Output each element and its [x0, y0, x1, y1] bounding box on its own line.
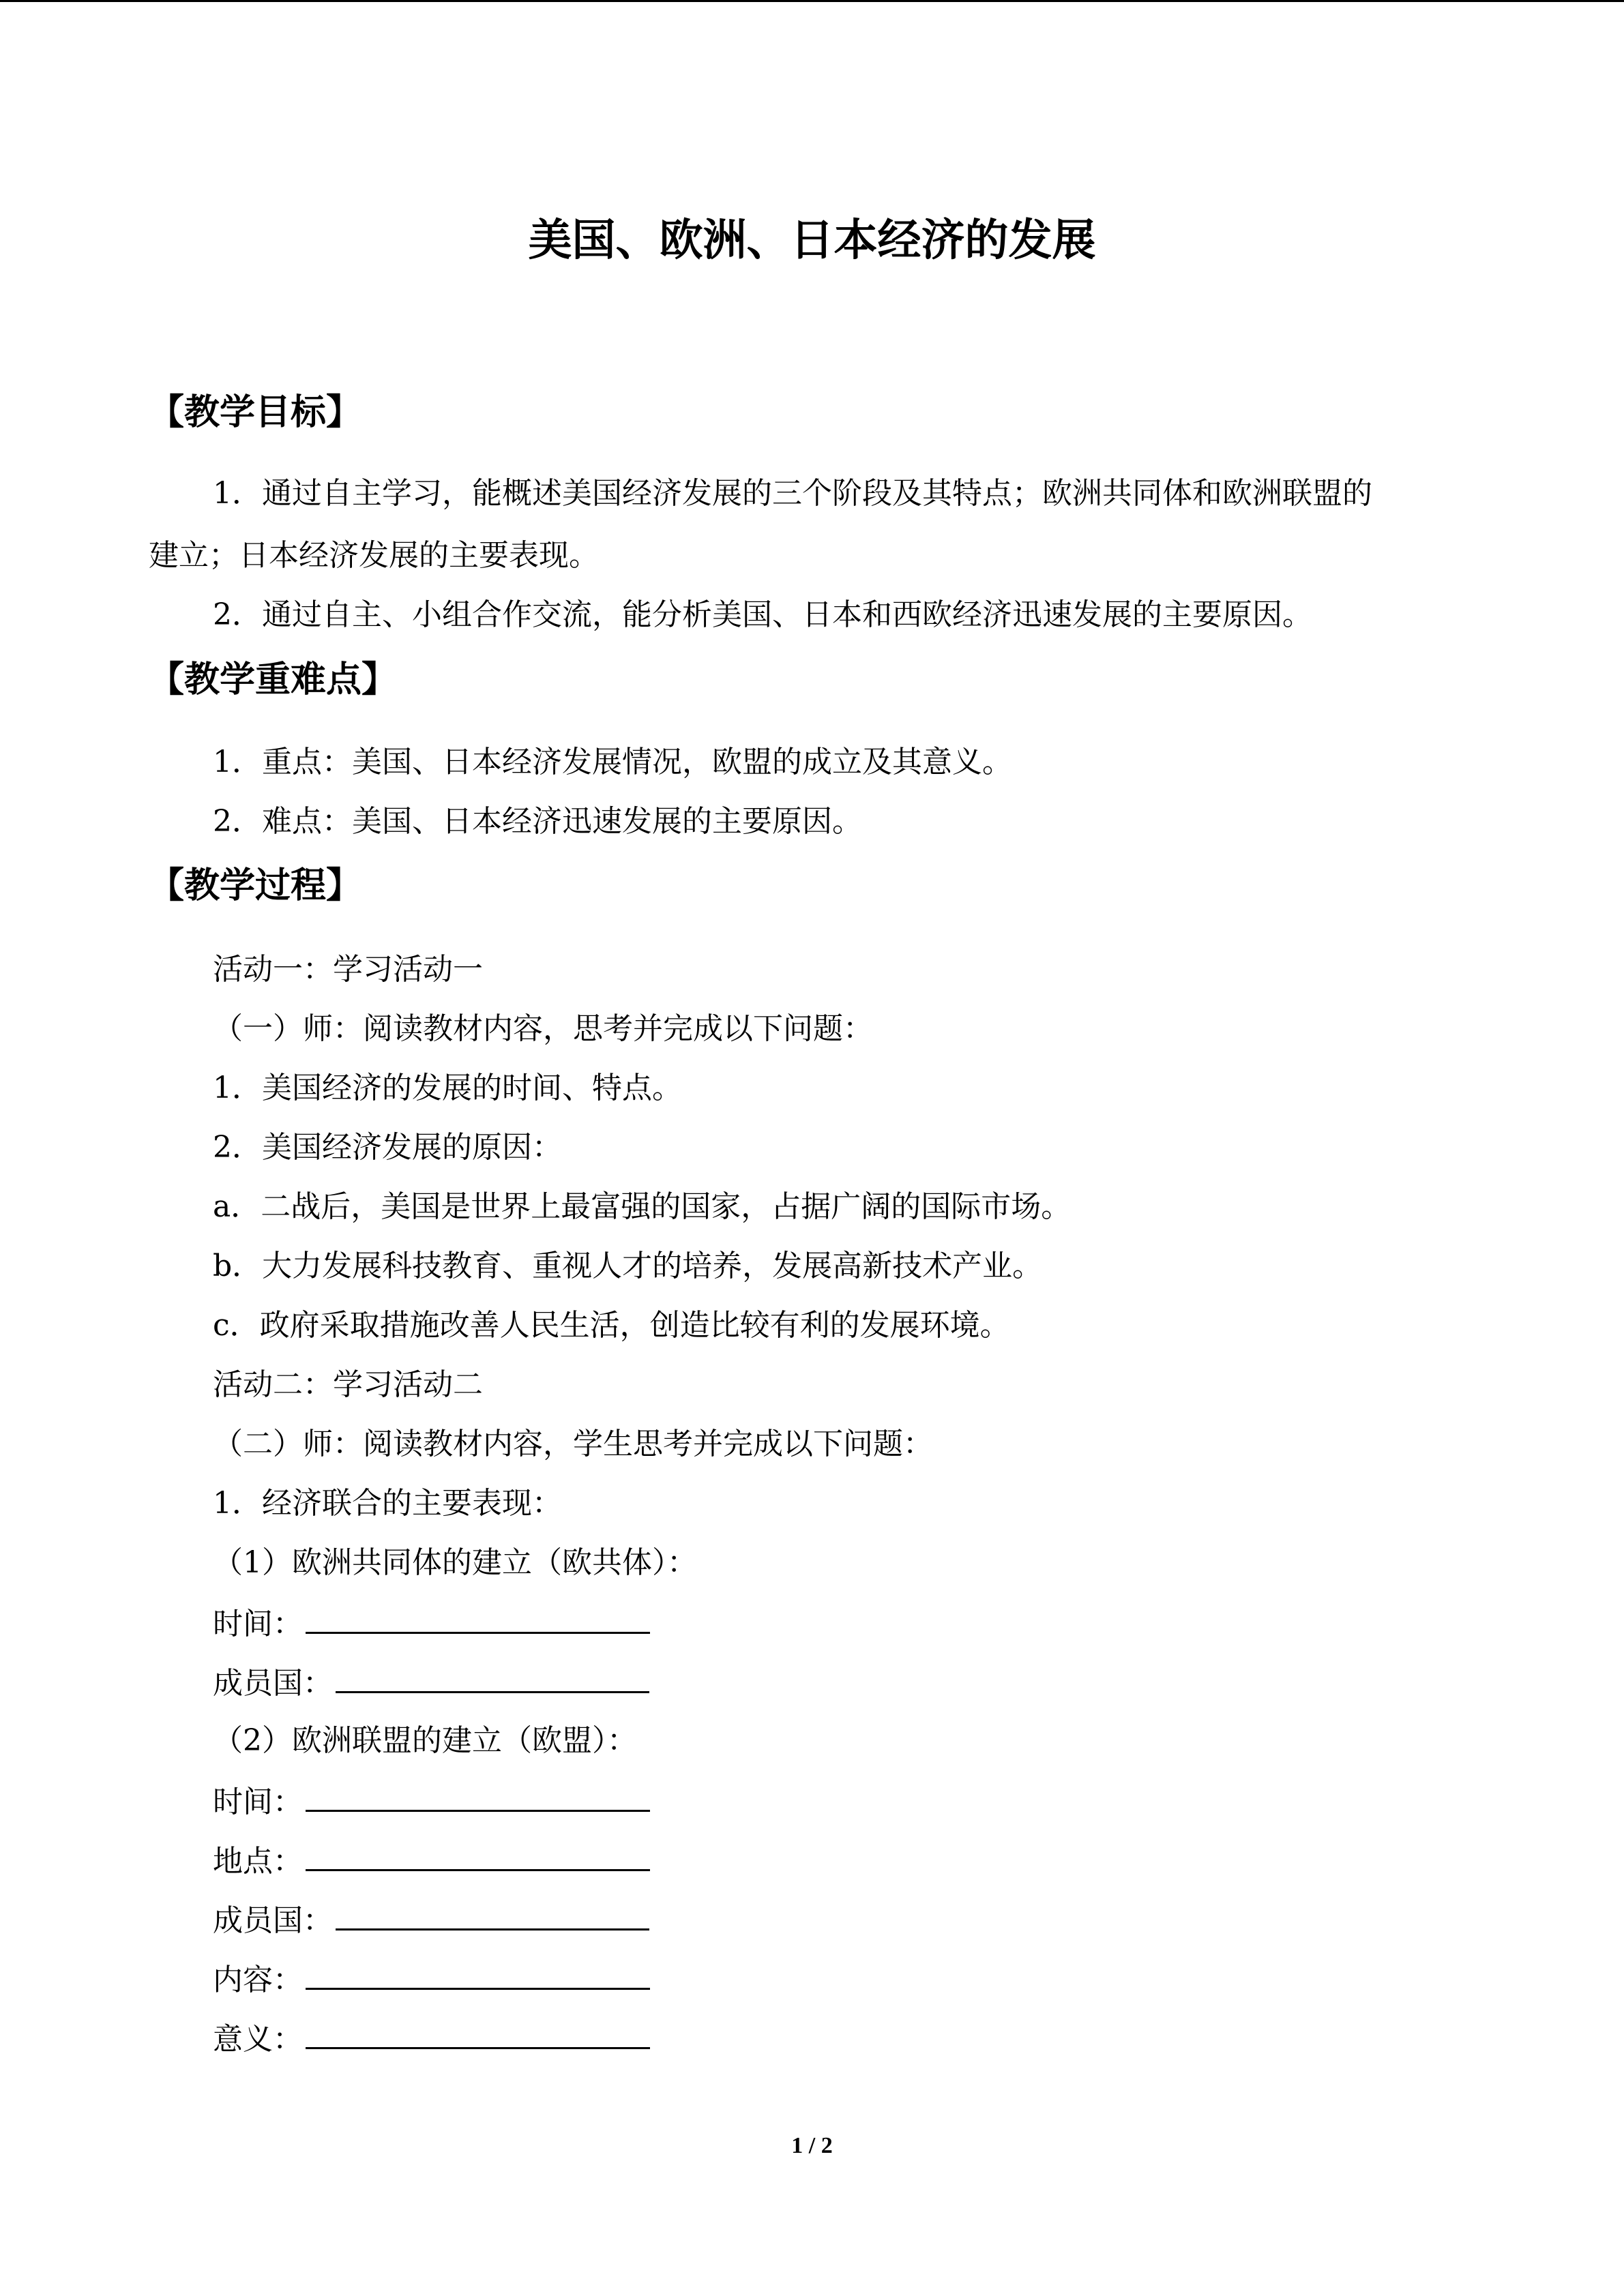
key-point-1: 1．重点：美国、日本经济发展情况，欧盟的成立及其意义。	[213, 745, 1012, 779]
field-label: 成员国：	[213, 1666, 333, 1701]
section-heading-key-points: 【教学重难点】	[149, 659, 398, 700]
key-point-2: 2．难点：美国、日本经济迅速发展的主要原因。	[213, 804, 862, 839]
field-label: 成员国：	[213, 1903, 333, 1938]
field-label: 时间：	[213, 1607, 303, 1641]
blank-line[interactable]	[306, 1839, 650, 1871]
goal-item-2: 2．通过自主、小组合作交流，能分析美国、日本和西欧经济迅速发展的主要原因。	[213, 597, 1312, 632]
process-line: b．大力发展科技教育、重视人才的培养，发展高新技术产业。	[213, 1249, 1043, 1283]
process-line: 2．美国经济发展的原因：	[213, 1130, 562, 1165]
eu-content-field	[213, 1958, 650, 2001]
process-line: 活动二：学习活动二	[213, 1367, 483, 1402]
process-line: c．政府采取措施改善人民生活，创造比较有利的发展环境。	[213, 1308, 1010, 1343]
process-line: （二）师：阅读教材内容，学生思考并完成以下问题：	[213, 1427, 933, 1461]
section-heading-goals: 【教学目标】	[149, 392, 362, 433]
process-line: （一）师：阅读教材内容，思考并完成以下问题：	[213, 1011, 873, 1046]
ec-members-field	[213, 1661, 649, 1704]
page-number: 1 / 2	[791, 2133, 833, 2158]
eu-heading: （2）欧洲联盟的建立（欧盟）：	[213, 1723, 637, 1758]
process-line: 活动一：学习活动一	[213, 952, 483, 987]
field-label: 时间：	[213, 1785, 303, 1819]
section-heading-process: 【教学过程】	[149, 865, 362, 906]
eu-members-field	[213, 1898, 649, 1941]
blank-line[interactable]	[336, 1661, 649, 1693]
goal-item-1-line-2: 建立；日本经济发展的主要表现。	[149, 538, 599, 573]
field-label: 意义：	[213, 2022, 303, 2057]
blank-line[interactable]	[336, 1898, 649, 1930]
process-line: 1．经济联合的主要表现：	[213, 1486, 562, 1521]
blank-line[interactable]	[306, 1958, 650, 1990]
field-label: 地点：	[213, 1844, 303, 1879]
blank-line[interactable]	[306, 1780, 650, 1812]
process-line: a．二战后，美国是世界上最富强的国家，占据广阔的国际市场。	[213, 1189, 1072, 1224]
page-title: 美国、欧洲、日本经济的发展	[528, 215, 1096, 266]
blank-line[interactable]	[306, 2017, 650, 2049]
ec-time-field	[213, 1602, 650, 1645]
top-border-line	[0, 0, 1624, 2]
blank-line[interactable]	[306, 1602, 650, 1634]
eu-time-field	[213, 1780, 650, 1823]
process-line: 1．美国经济的发展的时间、特点。	[213, 1071, 682, 1105]
eu-place-field	[213, 1839, 650, 1882]
goal-item-1-line-1: 1．通过自主学习，能概述美国经济发展的三个阶段及其特点；欧洲共同体和欧洲联盟的	[213, 476, 1372, 511]
field-label: 内容：	[213, 1963, 303, 1997]
eu-significance-field	[213, 2017, 650, 2060]
process-line: （1）欧洲共同体的建立（欧共体）：	[213, 1545, 697, 1580]
